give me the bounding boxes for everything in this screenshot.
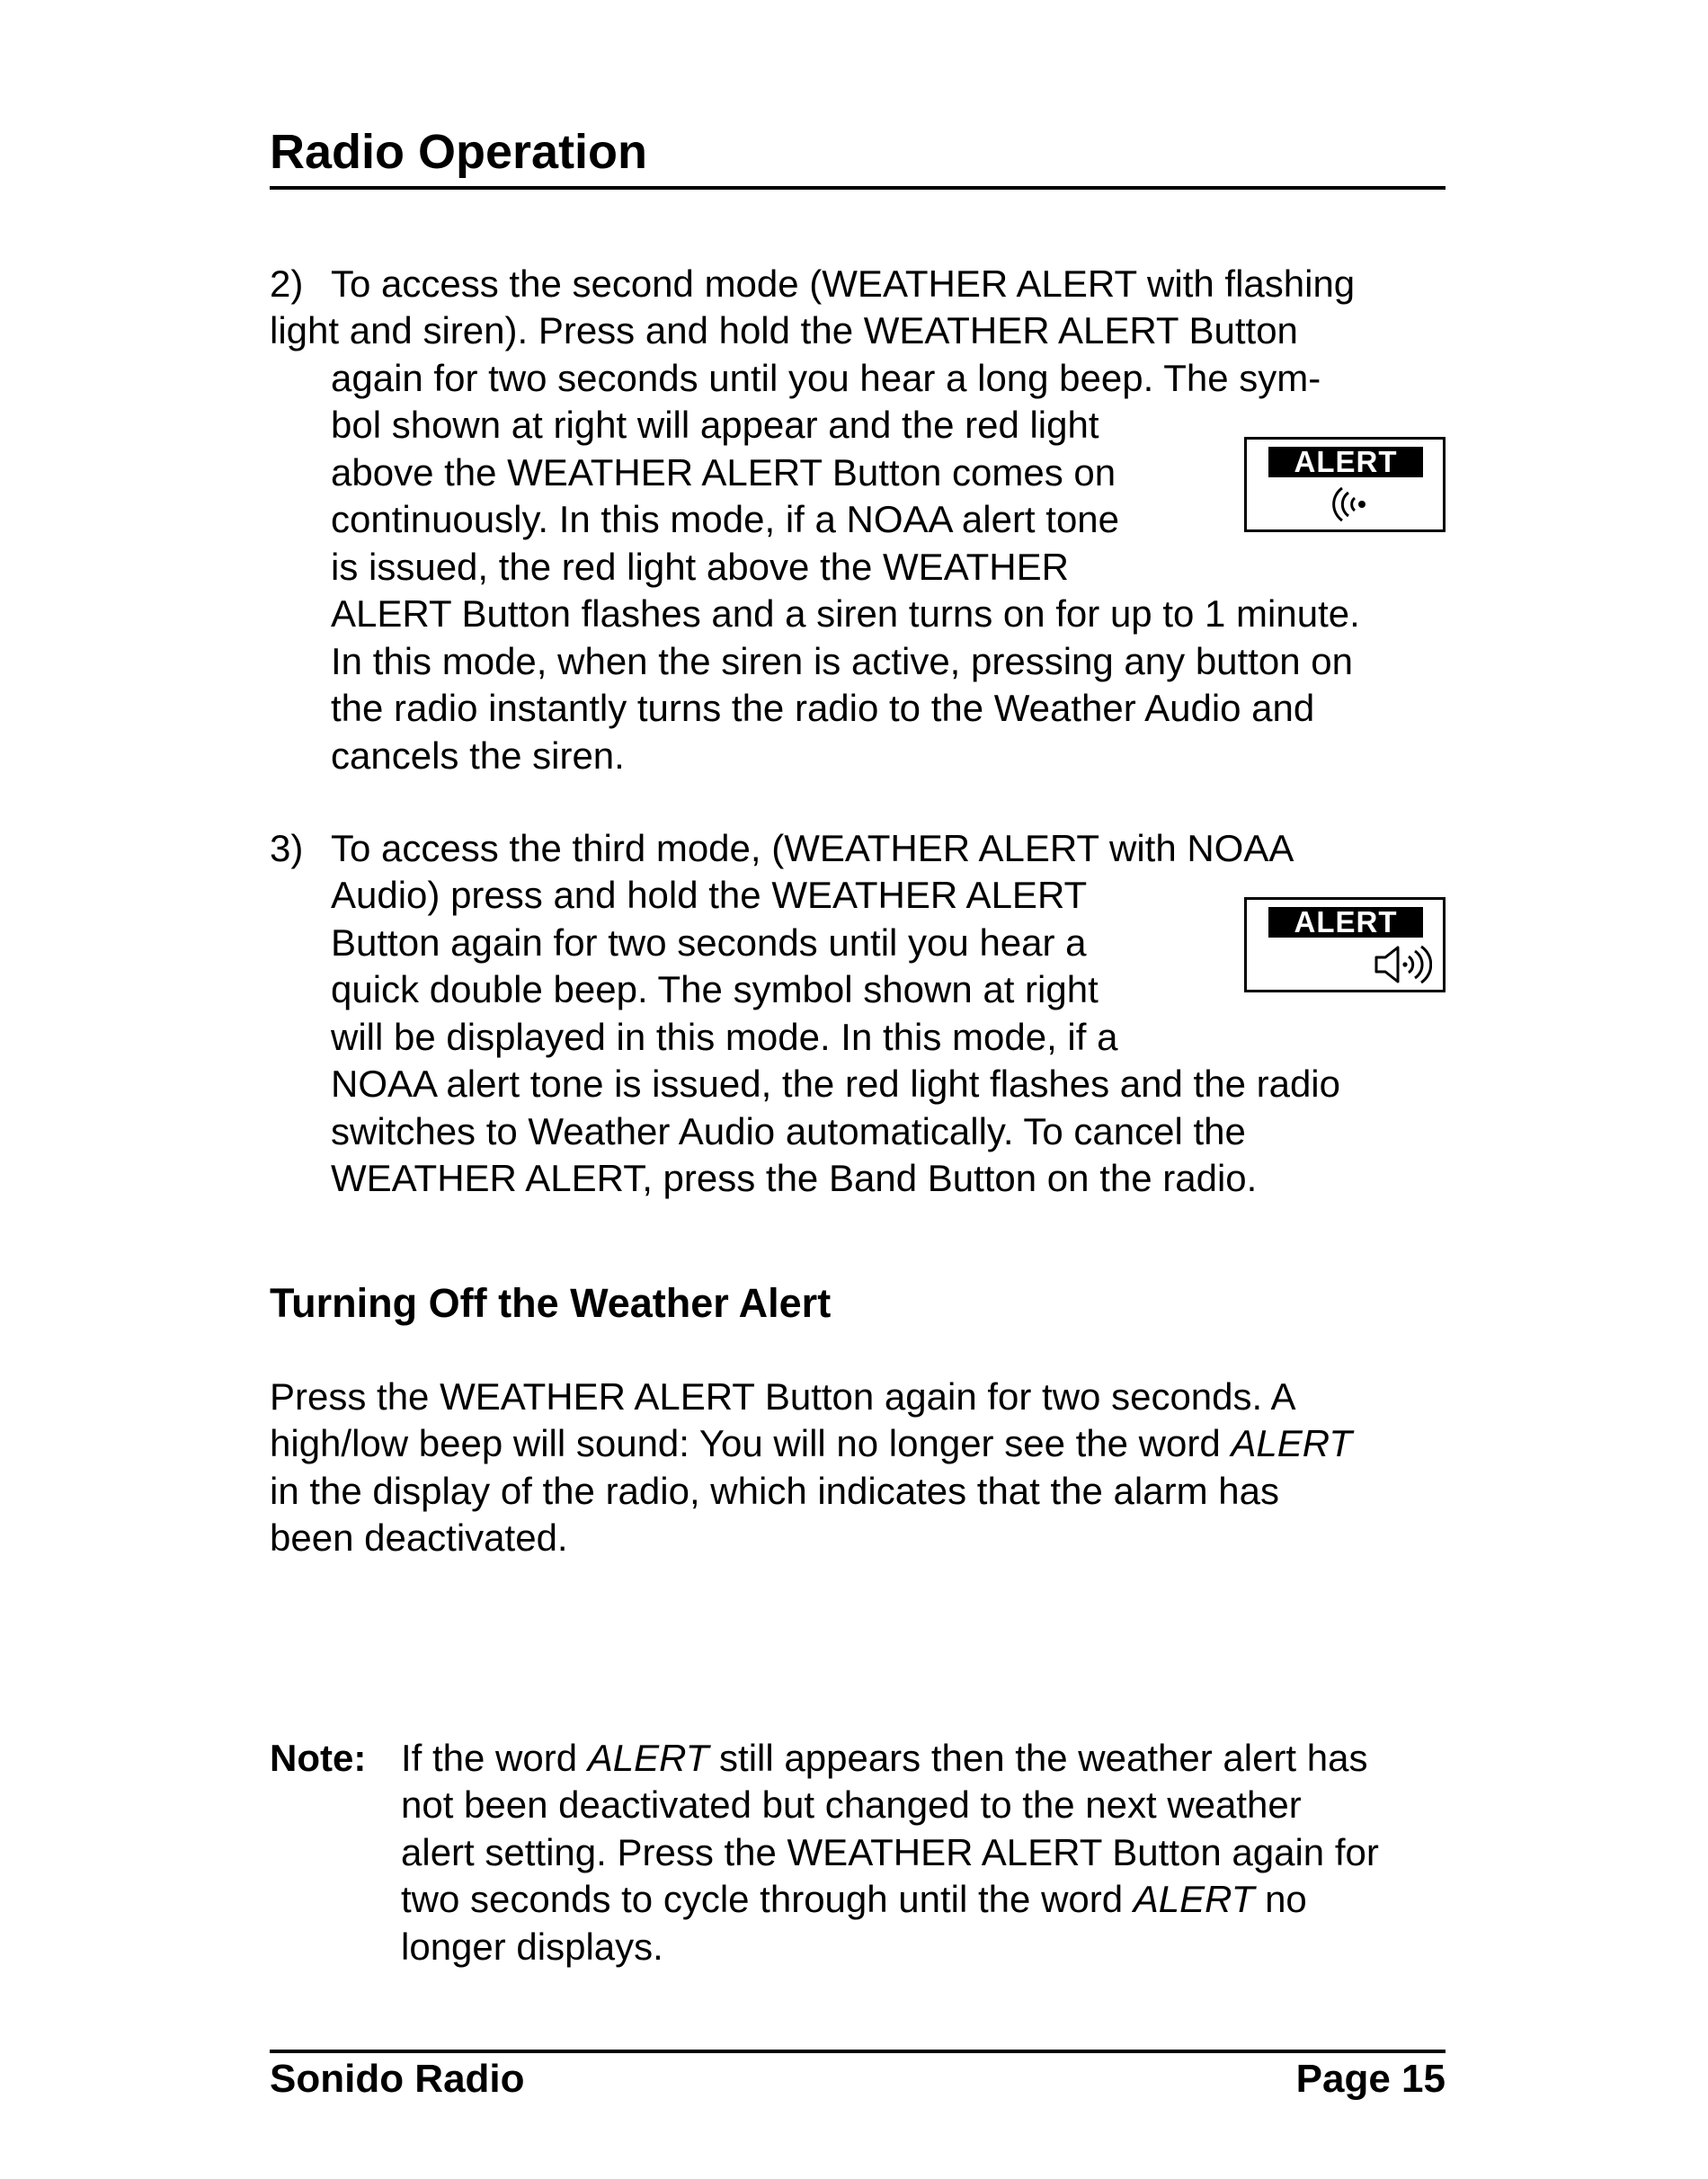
emphasis-alert: ALERT [587,1737,709,1779]
step-2-line: To access the second mode (WEATHER ALERT with flashing [331,262,1356,305]
step-2-line: In this mode, when the siren is active, pressing any button on [331,640,1353,682]
footer-title: Sonido Radio [270,2057,525,2101]
step-3-line: quick double beep. The symbol shown at right [331,968,1099,1010]
paragraph-line [270,1420,1352,1468]
note-line [401,1735,1367,1783]
paragraph-line: in the display of the radio, which indicates that the alarm has [270,1470,1279,1512]
header-rule [270,186,1446,190]
paragraph-line: been deactivated. [270,1516,568,1559]
speaker-icon [1373,943,1432,986]
alert-siren-symbol [1244,437,1446,532]
note-text: two seconds to cycle through until the word [401,1878,1134,1920]
step-2-number: 2) [270,262,304,305]
step-2-line: again for two seconds until you hear a long beep. The sym- [331,357,1321,399]
step-3-line: will be displayed in this mode. In this mode, if a [331,1016,1118,1058]
step-2-line: continuously. In this mode, if a NOAA alert tone [331,498,1120,540]
note-text: If the word [401,1737,588,1779]
emphasis-alert: ALERT [1133,1878,1255,1920]
step-2-line: light and siren). Press and hold the WEATHER ALERT Button [270,309,1298,351]
page-number: Page 15 [1295,2057,1446,2101]
step-3-line: WEATHER ALERT, press the Band Button on the radio. [331,1157,1258,1199]
step-3-line: Audio) press and hold the WEATHER ALERT [331,874,1088,916]
step-2-line: is issued, the red light above the WEATHER [331,546,1069,588]
paragraph-text: high/low beep will sound: You will no longer see the word [270,1422,1232,1464]
note-text: still appears then the weather alert has [708,1737,1368,1779]
step-3-line: NOAA alert tone is issued, the red light flashes and the radio [331,1063,1340,1105]
note-label: Note: [270,1737,367,1779]
note-line [401,1876,1307,1924]
step-2-line: bol shown at right will appear and the red light [331,404,1099,446]
step-2-line: above the WEATHER ALERT Button comes on [331,451,1116,494]
note-line: longer displays. [401,1926,663,1968]
siren-icon [1326,485,1376,524]
step-2-line: the radio instantly turns the radio to the Weather Audio and [331,687,1315,729]
section-heading: Turning Off the Weather Alert [270,1280,832,1326]
alert-label: ALERT [1268,447,1423,477]
step-2-line: cancels the siren. [331,734,625,777]
footer-rule [270,2050,1446,2053]
step-2-line: ALERT Button flashes and a siren turns on for up to 1 minute. [331,592,1360,635]
emphasis-alert: ALERT [1231,1422,1352,1464]
page-title: Radio Operation [270,125,648,179]
paragraph-line: Press the WEATHER ALERT Button again for two seconds. A [270,1375,1296,1418]
step-3-number: 3) [270,827,304,869]
note-line: not been deactivated but changed to the next weather [401,1783,1302,1826]
alert-label: ALERT [1268,907,1423,938]
note-text: no [1254,1878,1307,1920]
step-3-line: switches to Weather Audio automatically. To cancel the [331,1110,1246,1152]
note-line: alert setting. Press the WEATHER ALERT Button again for [401,1831,1379,1873]
step-3-line: Button again for two seconds until you hear a [331,921,1087,964]
step-3-line: To access the third mode, (WEATHER ALERT with NOAA [331,827,1294,869]
alert-audio-symbol [1244,897,1446,992]
